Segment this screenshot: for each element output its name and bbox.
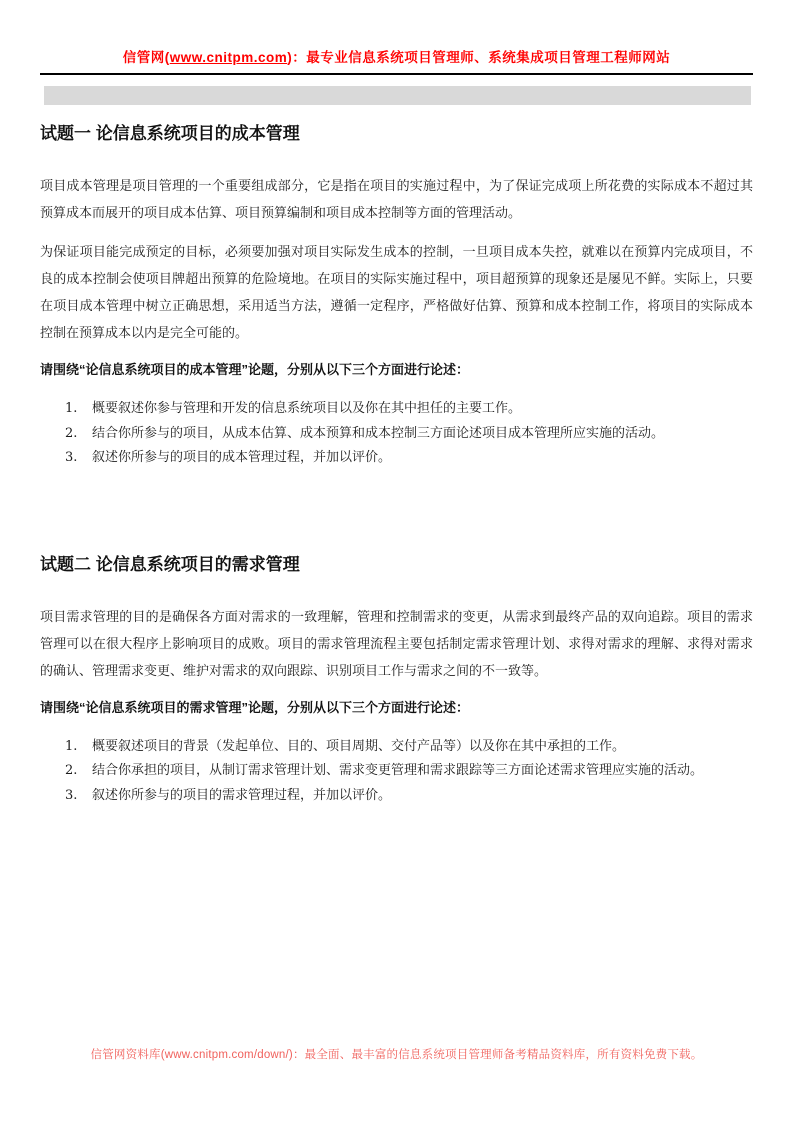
footer-text-suffix: )：最全面、最丰富的信息系统项目管理师备考精品资料库，所有资料免费下载。: [288, 1049, 703, 1061]
ordered-list-cost: [40, 397, 753, 471]
list-item-text: 叙述你所参与的项目的成本管理过程，并加以评价。: [92, 450, 392, 465]
list-item: [40, 446, 753, 471]
list-item: [40, 759, 753, 784]
list-item: [40, 397, 753, 422]
section-title-cost: 试题一 论信息系统项目的成本管理: [40, 124, 300, 143]
list-item-text: 结合你所参与的项目，从成本估算、成本预算和成本控制三方面论述项目成本管理所应实施的活动。: [92, 425, 665, 441]
prompt-line-requirements: 请围绕“论信息系统项目的需求管理”论题，分别从以下三个方面进行论述：: [40, 699, 470, 715]
list-item-text: 结合你承担的项目，从制订需求管理计划、需求变更管理和需求跟踪等三方面论述需求管理应实施的活动。: [92, 763, 704, 778]
page-header: [40, 46, 753, 66]
header-divider-rule: [40, 73, 753, 75]
list-item-text: 概要叙述你参与管理和开发的信息系统项目以及你在其中担任的主要工作。: [92, 401, 522, 416]
prompt-line-cost: 请围绕“论信息系统项目的成本管理”论题，分别从以下三个方面进行论述：: [40, 362, 470, 377]
footer-site-link[interactable]: www.cnitpm.com/down/: [164, 1049, 289, 1061]
header-text-prefix: 信管网(: [122, 50, 170, 65]
section-title-requirements: 试题二 论信息系统项目的需求管理: [40, 554, 300, 574]
ordered-list-requirements: [40, 735, 753, 809]
list-item: [40, 784, 753, 809]
page-footer: [40, 1046, 753, 1062]
list-item: [40, 422, 753, 447]
list-item-number: 2.: [65, 425, 78, 441]
list-item-number: 3.: [65, 450, 78, 465]
list-item-text: 概要叙述项目的背景（发起单位、目的、项目周期、交付产品等）以及你在其中承担的工作。: [92, 738, 626, 754]
gray-heading-bar: [44, 86, 751, 105]
header-text-suffix: )：最专业信息系统项目管理师、系统集成项目管理工程师网站: [287, 50, 671, 65]
paragraph: 项目需求管理的目的是确保各方面对需求的一致理解，管理和控制需求的变更，从需求到最终产品的双向追踪。项目的需求管理可以在很大程序上影响项目的成败。项目的需求管理流程主要包括制定需求管理计划、求得对需求的理解、求得对需求的确认、管理需求变更、维护对需求的双向跟踪、识别项目工作与需求之间的不一致等。: [40, 609, 753, 679]
list-item-text: 叙述你所参与的项目的需求管理过程，并加以评价。: [92, 787, 392, 803]
list-item-number: 2.: [65, 763, 78, 778]
paragraph: 为保证项目能完成预定的目标，必须要加强对项目实际发生成本的控制，一旦项目成本失控，就难以在预算内完成项目，不良的成本控制会使项目牌超出预算的危险境地。在项目的实际实施过程中，项目超预算的现象还是屡见不鲜。实际上，只要在项目成本管理中树立正确思想，采用适当方法，遵循一定程序，严格做好估算、预算和成本控制工作，将项目的实际成本控制在预算成本以内是完全可能的。: [40, 245, 753, 341]
paragraph: 项目成本管理是项目管理的一个重要组成部分，它是指在项目的实施过程中，为了保证完成项上所花费的实际成本不超过其预算成本而展开的项目成本估算、项目预算编制和项目成本控制等方面的管理活动。: [40, 179, 753, 221]
list-item: [40, 735, 753, 760]
list-item-number: 1.: [65, 738, 78, 754]
list-item-number: 1.: [65, 401, 78, 416]
list-item-number: 3.: [65, 787, 78, 803]
header-site-link[interactable]: www.cnitpm.com: [169, 50, 288, 65]
footer-text-prefix: 信管网资料库(: [90, 1049, 165, 1061]
